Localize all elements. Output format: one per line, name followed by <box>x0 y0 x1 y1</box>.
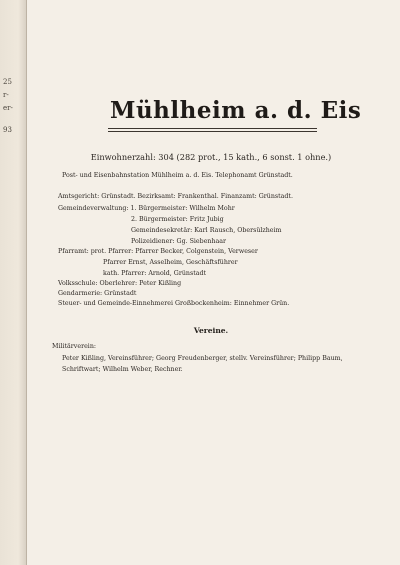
tax-office-line: Steuer- und Gemeinde-Einnehmerei Großbockenheim: Einnehmer Grün. <box>58 300 290 307</box>
parish-line: Pfarramt: prot. Pfarrer: Pfarrer Becker, Colgenstein, Verweser <box>58 248 258 255</box>
municipal-admin-line: Gemeindeverwaltung: 1. Bürgermeister: Wilhelm Mohr <box>58 205 235 212</box>
section-heading-vereine: Vereine. <box>193 326 229 335</box>
municipal-admin-line: Gemeindesekretär: Karl Rausch, Obersülzheim <box>131 227 282 234</box>
page-title: Mühlheim a. d. Eis <box>110 97 362 124</box>
population-line: Einwohnerzahl: 304 (282 prot., 15 kath., 6 sonst. 1 ohne.) <box>90 152 332 162</box>
post-station-line: Post- und Eisenbahnstation Mühlheim a. d. Eis. Telephonamt Grünstadt. <box>62 172 293 179</box>
military-club-members: Peter Kißling, Vereinsführer; Georg Freudenberger, stellv. Vereinsführer; Philipp Baum, Schriftwart; Wilhelm Weber, Rechner. <box>62 355 343 373</box>
title-rule <box>108 128 317 129</box>
margin-text: er- <box>3 104 13 112</box>
municipal-admin-line: Polizeidiener: Gg. Siebenhaar <box>131 238 227 245</box>
school-line: Volksschule: Oberlehrer: Peter Kißling <box>58 280 182 287</box>
title-rule <box>108 131 317 132</box>
parish-line: Pfarrer Ernst, Asselheim, Geschäftsführer <box>103 259 238 266</box>
military-club-label: Militärverein: <box>52 343 96 350</box>
margin-text: 25 <box>3 78 12 86</box>
court-district-line: Amtsgericht: Grünstadt. Bezirksamt: Frankenthal. Finanzamt: Grünstadt. <box>58 193 293 200</box>
municipal-admin-line: 2. Bürgermeister: Fritz Jubig <box>131 216 224 223</box>
parish-line: kath. Pfarrer: Arnold, Grünstadt <box>103 270 207 277</box>
margin-text: r- <box>3 91 9 99</box>
adjacent-page-edge <box>0 0 27 565</box>
gendarmerie-line: Gendarmerie: Grünstadt <box>58 290 137 297</box>
margin-text: 93 <box>3 126 12 134</box>
